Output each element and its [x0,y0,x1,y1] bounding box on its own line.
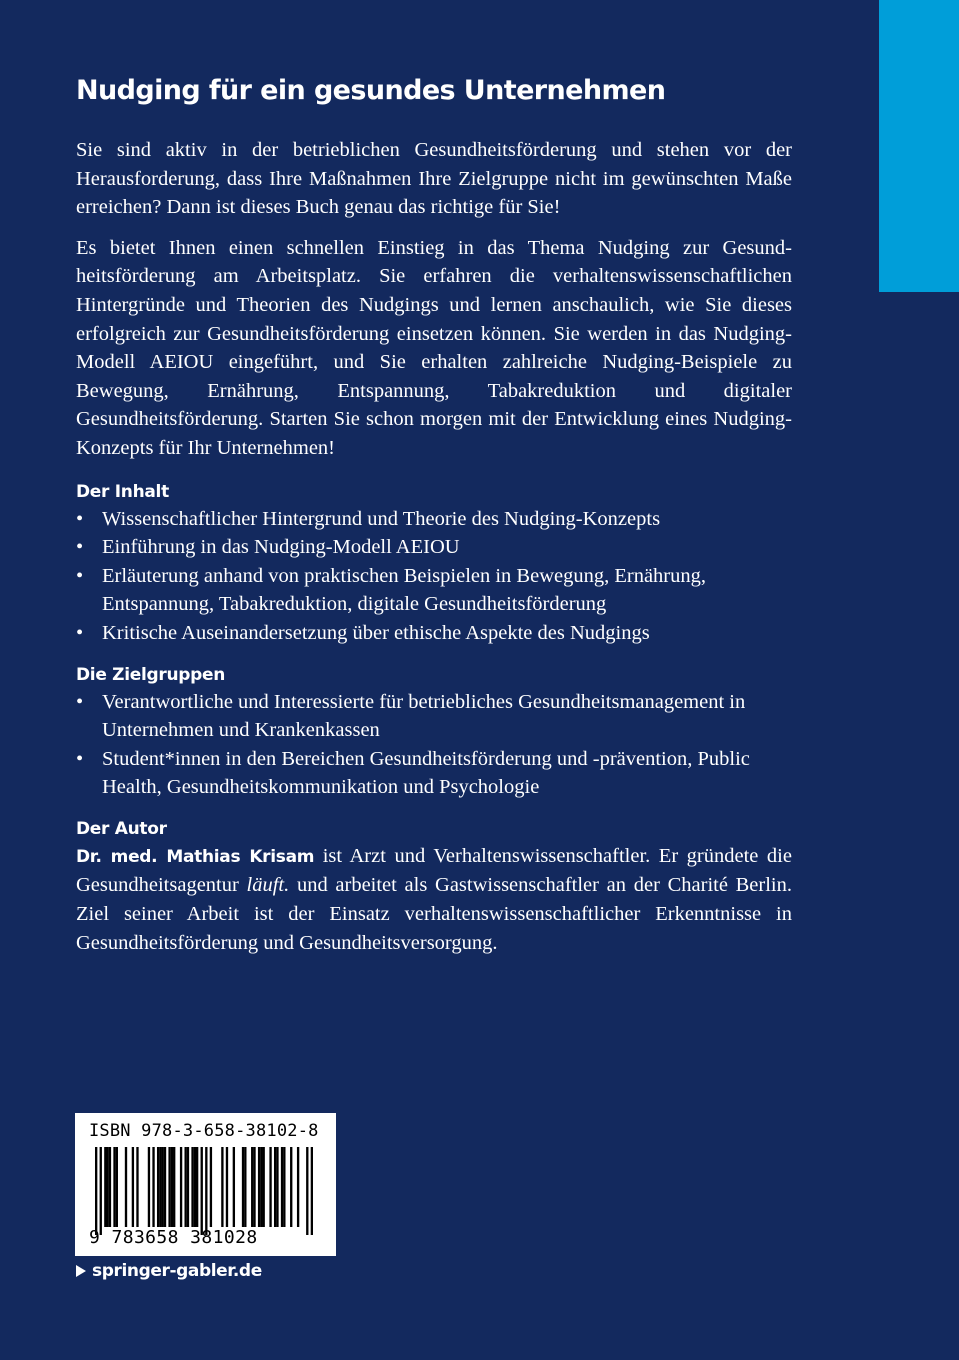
barcode-bar [164,1147,166,1227]
barcode-bar [244,1147,246,1227]
barcode-digits: 9 783658 381028 [89,1227,258,1248]
barcode-bar [306,1147,308,1235]
barcode-bar [311,1147,313,1235]
bullet-icon: • [76,564,84,587]
intro-paragraph-2: Es bietet Ihnen einen schnellen Einstieg in das Thema Nudging zur Gesundheitsförderung am Arbeitsplatz. Sie erfahren die verhaltenswissenschaftlichen Hintergründe und Theorien des Nudgings und lernen anschaulich, wie Sie dieses erfolgreich zur Gesundheitsförderung einsetzen können. Sie werden in das Nudging-Modell AEIOU eingeführt, und Sie erhalten zahlreiche Nudging-Beispiele zu Bewegung, Ernährung, Entspannung, Tabakreduktion und digitaler Gesundheitsförderung. Starten Sie schon morgen mit der Entwicklung eines Nudging-Konzepts für Ihr Unternehmen! [76,236,792,459]
barcode-bar [125,1147,127,1227]
barcode-bar [205,1147,207,1235]
barcode-bar [221,1147,223,1227]
barcode-bar [132,1147,134,1227]
bullet-icon: • [76,690,84,713]
barcode-bar [253,1147,255,1227]
bullet-icon: • [76,507,84,530]
back-cover-content [76,74,792,957]
intro-paragraph-1: Sie sind aktiv in der betrieblichen Gesundheitsförderung und stehen vor der Herausforderung, dass Ihre Maßnahmen Ihre Zielgruppe nicht im gewünschten Maße erreichen? Dann ist dieses Buch genau das richtige für Sie! [76,139,792,219]
bullet-icon: • [76,621,84,644]
barcode-bar [290,1147,292,1227]
barcode-bar [109,1147,111,1227]
list-item: • Kritische Auseinandersetzung über ethische Aspekte des Nudgings [76,619,792,648]
barcode-bars [95,1147,313,1235]
author-paragraph: Dr. med. Mathias Krisam ist Arzt und Verhaltenswissenschaftler. Er gründete die Gesundheitsagentur läuft. und arbeitet als Gastwissenschaftler an der Charité Berlin. Ziel seiner Arbeit ist der Einsatz verhaltenswissenschaftlicher Erkenntnisse in Gesundheitsförderung und Gesundheitsversorgung. [76,844,792,954]
accent-bar [879,0,959,292]
barcode-bar [297,1147,299,1227]
barcode-bar [260,1147,262,1227]
barcode-bar [258,1147,260,1227]
list-item: • Wissenschaftlicher Hintergrund und Theorie des Nudging-Konzepts [76,505,792,534]
barcode-bar [148,1147,150,1227]
barcode-bar [136,1147,138,1227]
barcode-bar [95,1147,97,1235]
barcode-bar [269,1147,271,1227]
publisher-link[interactable] [76,1261,262,1281]
barcode-bar [152,1147,154,1227]
play-arrow-icon [76,1265,86,1277]
barcode-bar [173,1147,175,1227]
isbn-label: ISBN 978-3-658-38102-8 [89,1121,319,1141]
book-title: Nudging für ein gesundes Unternehmen [76,75,666,106]
barcode-bar [201,1147,203,1235]
section-heading-inhalt: Der Inhalt [76,481,169,502]
barcode-bar [171,1147,173,1227]
inhalt-list [76,505,792,648]
barcode-bar [226,1147,228,1227]
barcode-bar [251,1147,253,1227]
barcode-bar [180,1147,182,1227]
barcode-bar [194,1147,196,1227]
barcode-bar [283,1147,285,1227]
agency-name: läuft. [246,874,290,897]
barcode-bar [233,1147,235,1227]
barcode-bar [242,1147,244,1227]
list-item: • Student*innen in den Bereichen Gesundheitsförderung und -prävention, Public Health, Gesundheitskommunikation und Psychologie [76,745,792,802]
list-item: • Einführung in das Nudging-Modell AEIOU [76,533,792,562]
barcode-bar [191,1147,193,1227]
zielgruppen-list [76,688,792,802]
barcode-bar [276,1147,278,1227]
barcode-bar [104,1147,106,1227]
isbn-barcode [75,1113,336,1256]
barcode-bar [274,1147,276,1227]
barcode-bar [210,1147,212,1227]
bullet-icon: • [76,747,84,770]
list-item: • Verantwortliche und Interessierte für betriebliches Gesundheitsmanagement in Unternehmen und Krankenkassen [76,688,792,745]
author-name: Dr. med. Mathias Krisam [76,846,315,867]
barcode-bar [162,1147,164,1227]
barcode-bar [187,1147,189,1227]
barcode-bar [100,1147,102,1235]
barcode-bar [168,1147,170,1227]
barcode-bar [157,1147,159,1227]
barcode-bar [159,1147,161,1227]
bullet-icon: • [76,536,84,559]
list-item: • Erläuterung anhand von praktischen Beispielen in Bewegung, Ernährung, Entspannung, Tabakreduktion, digitale Gesundheitsförderung [76,562,792,619]
barcode-bar [106,1147,108,1227]
section-heading-autor: Der Autor [76,818,167,839]
barcode-bar [113,1147,115,1227]
barcode-bar [196,1147,198,1227]
barcode-bar [263,1147,265,1227]
section-heading-zielgruppen: Die Zielgruppen [76,664,226,685]
barcode-bar [184,1147,186,1227]
publisher-url: springer-gabler.de [92,1261,262,1281]
barcode-bar [116,1147,118,1227]
barcode-bar [281,1147,283,1227]
